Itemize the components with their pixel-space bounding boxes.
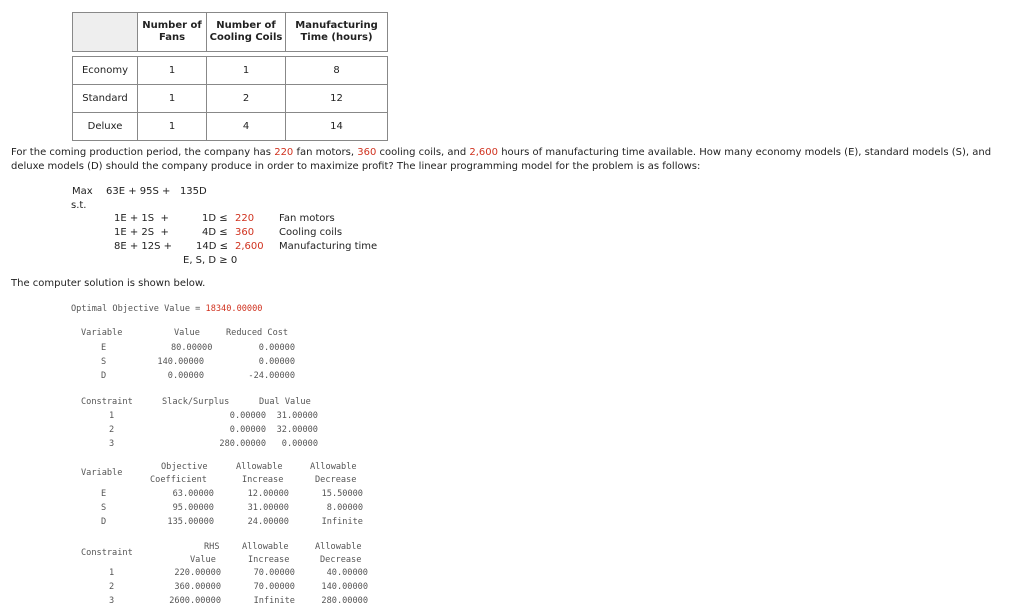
var-name: D: [101, 371, 107, 381]
range-var-name: D: [101, 517, 107, 527]
production-table: [72, 12, 388, 141]
constraint-lhs: 1E + 2S +: [114, 227, 169, 238]
var-name: E: [101, 343, 107, 353]
constraint-mid: 4D ≤: [202, 227, 228, 238]
rhs-header-increase: Increase: [248, 555, 290, 565]
con-name: 2: [109, 425, 115, 435]
nonnegativity: E, S, D ≥ 0: [183, 255, 238, 266]
table-row: [73, 113, 388, 141]
range-coef: 135.00000: [167, 517, 214, 527]
var-reduced-cost: 0.00000: [258, 357, 295, 367]
cell-coils: 4: [207, 113, 286, 141]
con-slack: 0.00000: [229, 425, 266, 435]
rhs-header-decrease: Decrease: [320, 555, 362, 565]
objective-value: 18340.00000: [205, 304, 263, 314]
range-dec: 8.00000: [326, 503, 363, 513]
header-fans: Number of Fans: [138, 13, 207, 52]
row-label: Deluxe: [73, 113, 138, 141]
constraint-name: Manufacturing time: [279, 241, 378, 252]
cell-coils: 2: [207, 85, 286, 113]
table-row: [73, 85, 388, 113]
constraint-lhs: 1E + 1S +: [114, 213, 169, 224]
rhs-value: 220.00000: [174, 568, 221, 578]
hours-value: 2,600: [469, 147, 499, 158]
range-inc: 12.00000: [247, 489, 289, 499]
problem-paragraph-line2: deluxe models (D) should the company produce in order to maximize profit? The linear programming model for the problem is as follows:: [11, 161, 701, 172]
rhs-header-rhs: RHS: [204, 542, 220, 552]
st-label: s.t.: [71, 200, 87, 211]
header-manufacturing-time: Manufacturing Time (hours): [286, 13, 388, 52]
constraint-rhs: 220: [235, 213, 255, 224]
var-value: 80.00000: [171, 343, 213, 353]
range-coef: 63.00000: [172, 489, 214, 499]
cooling-coils-value: 360: [357, 147, 377, 158]
range-var-name: E: [101, 489, 107, 499]
rhs-header-allowable-dec: Allowable: [315, 542, 362, 552]
range-inc: 31.00000: [247, 503, 289, 513]
var-reduced-cost: 0.00000: [258, 343, 295, 353]
constraint-rhs: 360: [235, 227, 255, 238]
rhs-inc: 70.00000: [253, 582, 295, 592]
rhs-header-value: Value: [190, 555, 216, 565]
constraint-name: Fan motors: [279, 213, 335, 224]
rhs-dec: 40.00000: [326, 568, 368, 578]
constraint-rhs: 2,600: [235, 241, 264, 252]
cell-fans: 1: [138, 113, 207, 141]
optimal-objective: Optimal Objective Value = 18340.00000: [71, 304, 263, 314]
range-header-decrease: Decrease: [315, 475, 357, 485]
var-value: 140.00000: [157, 357, 204, 367]
table-row: [73, 57, 388, 85]
range-dec: Infinite: [321, 517, 363, 527]
row-label: Standard: [73, 85, 138, 113]
range-dec: 15.50000: [321, 489, 363, 499]
range-header-coefficient: Coefficient: [150, 475, 207, 485]
cell-coils: 1: [207, 57, 286, 85]
range-var-name: S: [101, 503, 107, 513]
rhs-dec: 140.00000: [321, 582, 368, 592]
problem-paragraph-line1: For the coming production period, the company has 220 fan motors, 360 cooling coils, and 2,600 hours of manufacturing time available. How many economy models (E), standard models (S), and: [11, 147, 992, 158]
cell-time: 14: [286, 113, 388, 141]
rhs-con-name: 3: [109, 596, 115, 606]
range-header-objective: Objective: [161, 462, 208, 472]
con-header-constraint: Constraint: [81, 397, 133, 407]
row-label: Economy: [73, 57, 138, 85]
var-reduced-cost: -24.00000: [248, 371, 295, 381]
con-header-slack: Slack/Surplus: [162, 397, 230, 407]
range-coef: 95.00000: [172, 503, 214, 513]
cell-time: 12: [286, 85, 388, 113]
rhs-value: 360.00000: [174, 582, 221, 592]
var-header-value: Value: [174, 328, 200, 338]
range-header-increase: Increase: [242, 475, 284, 485]
con-name: 3: [109, 439, 115, 449]
con-slack: 0.00000: [229, 411, 266, 421]
cell-fans: 1: [138, 57, 207, 85]
rhs-header-allowable-inc: Allowable: [242, 542, 289, 552]
cell-fans: 1: [138, 85, 207, 113]
var-value: 0.00000: [167, 371, 204, 381]
rhs-inc: 70.00000: [253, 568, 295, 578]
constraint-mid: 14D ≤: [196, 241, 228, 252]
rhs-dec: 280.00000: [321, 596, 368, 606]
rhs-header-constraint: Constraint: [81, 548, 133, 558]
table-corner-cell: [73, 13, 138, 52]
range-inc: 24.00000: [247, 517, 289, 527]
var-header-variable: Variable: [81, 328, 123, 338]
con-dual: 32.00000: [276, 425, 318, 435]
constraint-lhs: 8E + 12S +: [114, 241, 173, 252]
table-header-row: [73, 13, 388, 52]
range-header-allowable-inc: Allowable: [236, 462, 283, 472]
fan-motors-value: 220: [274, 147, 294, 158]
con-name: 1: [109, 411, 115, 421]
cell-time: 8: [286, 57, 388, 85]
objective-function: 63E + 95S + 135D: [106, 186, 207, 197]
range-header-variable: Variable: [81, 468, 123, 478]
rhs-con-name: 1: [109, 568, 115, 578]
range-header-allowable-dec: Allowable: [310, 462, 357, 472]
solution-intro: The computer solution is shown below.: [11, 278, 206, 289]
con-dual: 31.00000: [276, 411, 318, 421]
rhs-value: 2600.00000: [169, 596, 221, 606]
con-dual: 0.00000: [281, 439, 318, 449]
var-header-reduced-cost: Reduced Cost: [226, 328, 289, 338]
constraint-mid: 1D ≤: [202, 213, 228, 224]
header-cooling-coils: Number of Cooling Coils: [207, 13, 286, 52]
max-label: Max: [72, 186, 93, 197]
rhs-inc: Infinite: [253, 596, 295, 606]
rhs-con-name: 2: [109, 582, 115, 592]
con-header-dual: Dual Value: [259, 397, 311, 407]
con-slack: 280.00000: [219, 439, 266, 449]
var-name: S: [101, 357, 107, 367]
constraint-name: Cooling coils: [279, 227, 343, 238]
